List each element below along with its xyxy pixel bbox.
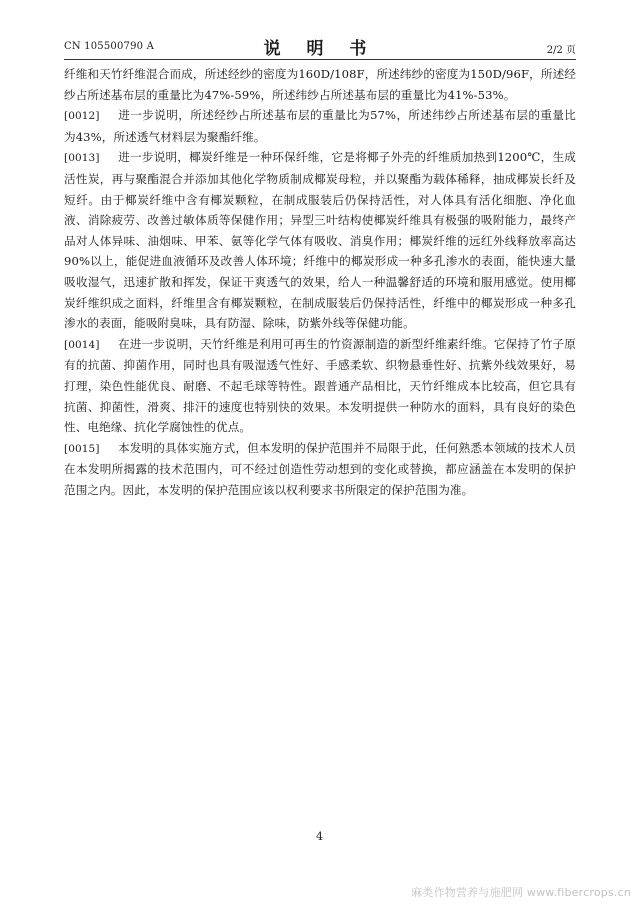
paragraph-text: 进一步说明，椰炭纤维是一种环保纤维，它是将椰子外壳的纤维质加热到1200℃，生成活性炭，再与聚酯混合并添加其他化学物质制成椰炭母粒，并以聚酯为载体稀释，抽成椰炭长纤及短纤。由于椰炭纤维中含有椰炭颗粒，在制成服装后仍保持活性，对人体具有活化细胞、净化血液、消除疲劳、改善过敏体质等保健作用；异型三叶结构使椰炭纤维具有极强的吸附能力，最终产品对人体异味、油烟味、甲苯、氨等化学气体有吸收、消臭作用；椰炭纤维的远红外线释放率高达90%以上，能促进血液循环及改善人体环境；纤维中的椰炭形成一种多孔渗水的表面，能快速大量吸收湿气，迅速扩散和挥发，保证干爽透气的效果，给人一种温馨舒适的环境和服用感觉。使用椰炭纤维织成之面料，纤维里含有椰炭颗粒，在制成服装后仍保持活性，纤维中的椰炭形成一种多孔渗水的表面，能吸附臭味，具有防湿、除味，防紫外线等保健功能。 [64,150,576,331]
header-divider [64,59,576,60]
paragraph-0013 [64,147,576,333]
paragraph-tag: [0015] [64,442,100,455]
paragraph-continuation [64,64,576,105]
paragraph-tag: [0012] [64,110,100,123]
paragraph-0015 [64,438,576,501]
site-watermark: 麻类作物营养与施肥网 www.fibercrops.cn [411,886,631,899]
paragraph-text: 进一步说明，所述经纱占所述基布层的重量比为57%，所述纬纱占所述基布层的重量比为43%，所述透气材料层为聚酯纤维。 [64,108,576,144]
paragraph-text: 在进一步说明，天竹纤维是利用可再生的竹资源制造的新型纤维素纤维。它保持了竹子原有的抗菌、抑菌作用，同时也具有吸湿透气性好、手感柔软、织物悬垂性好、抗紫外线效果好，易打理，染色性能优良、耐磨、不起毛球等特性。跟普通产品相比，天竹纤维成本比较高，但它具有抗菌、抑菌性，滑爽、排汗的速度也特别快的效果。本发明提供一种防水的面料，具有良好的染色性、电绝缘、抗化学腐蚀性的优点。 [64,336,576,435]
document-header [64,30,576,58]
document-body [64,64,576,500]
page-counter: 2/2 页 [546,45,576,56]
paragraph-text: 本发明的具体实施方式，但本发明的保护范围并不局限于此，任何熟悉本领域的技术人员在本发明所揭露的技术范围内，可不经过创造性劳动想到的变化或替换，都应涵盖在本发明的保护范围之内。因此，本发明的保护范围应该以权利要求书所限定的保护范围为准。 [64,440,576,497]
paragraph-tag: [0014] [64,338,100,351]
document-title: 说 明 书 [263,39,377,59]
paragraph-text: 纤维和天竹纤维混合而成，所述经纱的密度为160D/108F，所述纬纱的密度为150D/96F，所述经纱占所述基布层的重量比为47%-59%，所述纬纱占所述基布层的重量比为41%-53%。 [64,67,576,102]
paragraph-tag: [0013] [64,152,100,165]
page-number: 4 [316,830,323,843]
paragraph-0012 [64,105,576,147]
publication-number: CN 105500790 A [64,41,155,52]
paragraph-0014 [64,334,576,438]
